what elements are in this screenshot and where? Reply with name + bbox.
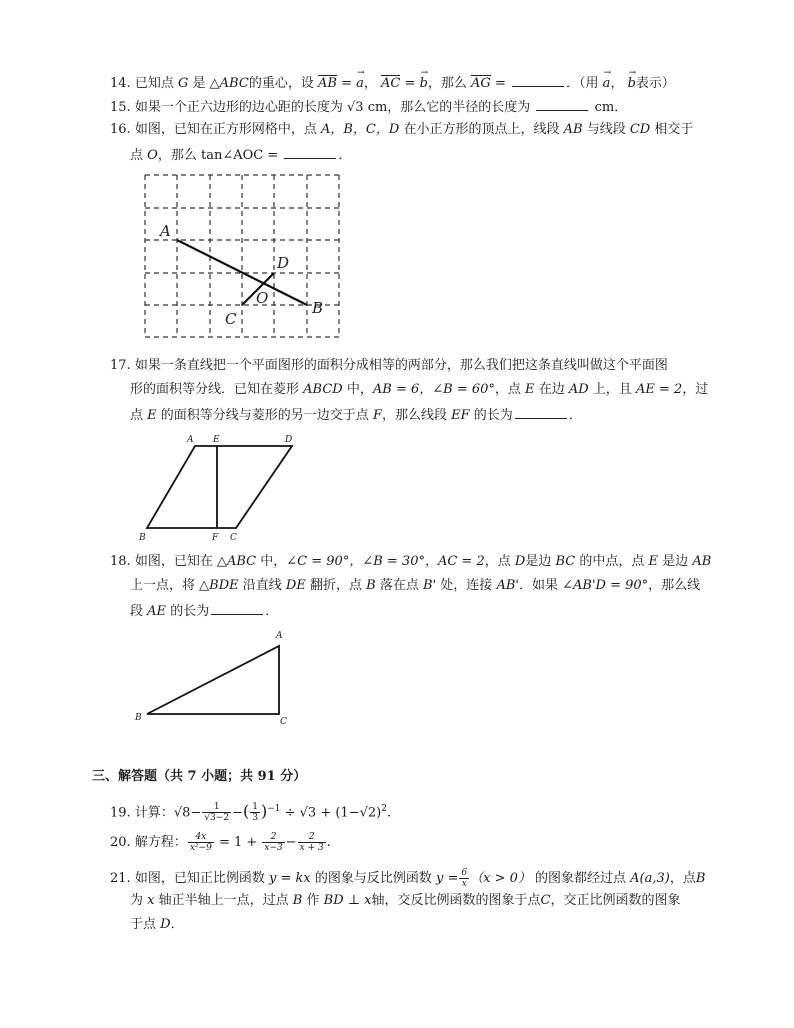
math: B: [366, 578, 376, 593]
unit: cm: [367, 100, 388, 115]
fraction: [250, 802, 260, 823]
text: 上一点，将: [130, 578, 196, 593]
text: 翻折，点: [309, 578, 362, 593]
question-21-line-3: [130, 916, 184, 934]
text: 的重心，设: [248, 76, 314, 91]
question-number: 21.: [110, 871, 131, 886]
vector-ab: AB: [317, 76, 337, 91]
point-label-a: A: [187, 435, 194, 445]
answer-blank[interactable]: [515, 405, 567, 419]
text: ，点: [494, 382, 521, 397]
text: 是边: [662, 554, 689, 569]
text: ．: [265, 604, 279, 619]
text: 上，且: [592, 382, 632, 397]
text: 的面积等分线与菱形的另一边交于点: [160, 408, 369, 423]
question-14: [110, 73, 675, 93]
text: 已知点: [134, 76, 174, 91]
text: 2: [262, 832, 284, 843]
math: B': [423, 578, 437, 593]
text: 沿直线: [242, 578, 282, 593]
text: 轴正半轴上一点，过点: [158, 893, 289, 908]
text: =: [341, 76, 352, 91]
text: ．: [568, 408, 582, 423]
exponent: −1: [267, 804, 281, 814]
text: 计算：: [134, 805, 174, 821]
text: 与线段: [586, 122, 626, 137]
math: B: [292, 893, 303, 908]
math: C: [540, 893, 551, 908]
math: AE = 2: [635, 382, 683, 397]
text: 落在点: [379, 578, 419, 593]
math: tan∠AOC =: [200, 148, 279, 163]
text: ，交正比例函数的图象: [550, 893, 681, 908]
answer-blank[interactable]: [211, 601, 263, 615]
text: 如图，已知在正方形网格中，点: [134, 122, 317, 137]
text: 的长为: [170, 604, 210, 619]
math: ∠AB'D = 90°: [562, 578, 649, 593]
text: −: [190, 805, 202, 821]
math: DE: [285, 578, 306, 593]
text: ．: [170, 917, 184, 932]
question-18-line-2: [130, 577, 700, 595]
text: 2: [298, 832, 326, 843]
math: EF: [451, 408, 470, 423]
fraction: [202, 802, 231, 823]
text: 于点: [130, 917, 157, 932]
point-label-o: O: [256, 289, 269, 307]
answer-blank[interactable]: [512, 73, 564, 87]
text: 1: [252, 802, 258, 813]
paren: ): [260, 801, 268, 821]
point-label-c: C: [230, 533, 237, 543]
exponent: 2: [381, 804, 387, 814]
paren: (: [242, 801, 250, 821]
question-20: [110, 832, 331, 853]
math: E: [648, 554, 659, 569]
math: AB': [496, 578, 519, 593]
text: ．（用: [566, 76, 599, 91]
rhombus-abcd: [147, 446, 292, 528]
math: ∠C = 90°，∠B = 30°，AC = 2: [286, 554, 485, 569]
text: 3: [252, 813, 258, 824]
text: =: [404, 76, 416, 91]
point-label-b: B: [139, 533, 146, 543]
question-16-line-2: [130, 145, 351, 165]
text: √3−2: [204, 813, 230, 824]
text: =: [494, 76, 506, 91]
question-19: [110, 800, 391, 823]
question-21: [110, 868, 705, 889]
math: △ABC: [209, 76, 249, 91]
point-label-c: C: [225, 310, 237, 328]
text: 解方程：: [134, 835, 187, 850]
math: O: [147, 148, 158, 163]
text: 6: [461, 868, 468, 878]
question-16: [110, 121, 693, 139]
text: ，点: [484, 554, 511, 569]
text: = 1 +: [218, 835, 258, 850]
text: 轴，交反比例函数的图象于点: [371, 893, 541, 908]
point-label-c: C: [280, 717, 287, 727]
math: x: [147, 893, 155, 908]
math: ABCD: [303, 382, 343, 397]
text: ，: [363, 76, 377, 91]
text: 如果一个正六边形的边心距的长度为: [134, 100, 343, 115]
point-label-d: D: [277, 254, 290, 272]
text: ，那么: [427, 76, 467, 91]
math: B: [695, 871, 706, 886]
text: 是: [192, 76, 206, 91]
point-label-e: E: [213, 435, 220, 445]
text: ，那么: [157, 148, 197, 163]
point-label-f: F: [212, 533, 219, 543]
fraction: [262, 832, 284, 853]
math: △BDE: [199, 578, 239, 593]
math: BC: [555, 554, 576, 569]
text: x: [461, 879, 467, 889]
answer-blank[interactable]: [536, 97, 588, 111]
text: 是边: [525, 554, 552, 569]
math: y =: [436, 871, 459, 886]
math: AB: [563, 122, 583, 137]
text: ，那么它的半径的长度为: [387, 100, 531, 115]
question-number: 17.: [110, 358, 131, 373]
answer-blank[interactable]: [284, 145, 336, 159]
math: A(a,3): [630, 871, 670, 886]
vector-ac: AC: [381, 76, 401, 91]
question-number: 15.: [110, 100, 131, 115]
math: CD: [629, 122, 651, 137]
math: AB = 6，∠B = 60°: [372, 382, 495, 397]
text: 点: [130, 408, 144, 423]
rhombus-figure: [135, 430, 305, 545]
text: 的图象都经过点: [535, 871, 627, 886]
text: ，那么线段: [381, 408, 447, 423]
question-number: 16.: [110, 122, 131, 137]
math: √3: [346, 100, 364, 115]
text: 的图象与反比例函数: [314, 871, 432, 886]
dashed-grid: [145, 175, 339, 337]
math: F: [372, 408, 382, 423]
text: x + 3: [299, 843, 324, 853]
text: 1: [202, 802, 231, 813]
point-label-d: D: [285, 435, 293, 445]
text: ，那么线: [648, 578, 701, 593]
text: 在小正方形的顶点上，线段: [403, 122, 560, 137]
text: .: [386, 805, 392, 821]
question-21-line-2: [130, 892, 680, 910]
text: ，过: [682, 382, 709, 397]
text: 中，: [260, 554, 287, 569]
text: 处，连接: [440, 578, 493, 593]
math: D: [514, 554, 526, 569]
vector-ag: AG: [471, 76, 491, 91]
point-label-b: B: [312, 299, 324, 317]
triangle-figure: [135, 628, 295, 728]
text: 4x: [188, 832, 214, 843]
grid-figure: [140, 170, 340, 345]
text: 如果一条直线把一个平面图形的面积分成相等的两部分，那么我们把这条直线叫做这个平面图: [134, 358, 668, 373]
vector-a: a →: [603, 75, 611, 93]
math: y = kx: [268, 871, 311, 886]
question-number: 19.: [110, 805, 131, 821]
section-title: 三、解答题（共 7 小题；共 91 分）: [92, 769, 307, 784]
point-label-a: A: [276, 631, 283, 641]
math: √8: [173, 805, 191, 821]
text: ，: [610, 76, 624, 91]
triangle-abc: [147, 646, 279, 714]
math: （x > 0）: [470, 871, 531, 886]
question-number: 14.: [110, 76, 131, 91]
math: E: [147, 408, 157, 423]
text: 如图，已知在: [134, 554, 213, 569]
math: G: [177, 76, 189, 91]
fraction: [459, 868, 469, 889]
math: AE: [147, 604, 167, 619]
math: E: [525, 382, 535, 397]
text: ．: [338, 148, 352, 163]
fraction: [298, 832, 326, 853]
math: △ABC: [216, 554, 257, 569]
text: 在边: [538, 382, 565, 397]
text: 形的面积等分线．已知在菱形: [130, 382, 300, 397]
text: ，点: [669, 871, 696, 886]
question-18-line-3: [130, 601, 278, 621]
text: .: [326, 835, 331, 850]
question-number: 20.: [110, 835, 131, 850]
math: ÷ √3 + (1−√2): [284, 805, 382, 821]
fraction: [188, 832, 214, 853]
question-number: 18.: [110, 554, 131, 569]
point-label-b: B: [135, 713, 142, 723]
text: −: [232, 805, 243, 821]
text: x²−9: [189, 843, 212, 853]
math: BD ⊥ x: [323, 893, 372, 908]
unit: cm．: [594, 100, 628, 115]
text: 段: [130, 604, 144, 619]
vector-a: a →: [356, 75, 364, 93]
math: AB: [692, 554, 712, 569]
text: 为: [130, 893, 144, 908]
question-17-line-3: [130, 405, 582, 425]
vector-b: b →: [420, 75, 428, 93]
text: 作: [306, 893, 320, 908]
math: A，B，C，D: [320, 122, 400, 137]
question-17-line-2: [130, 381, 708, 399]
text: 相交于: [654, 122, 694, 137]
text: 的长为: [473, 408, 513, 423]
question-15: [110, 97, 627, 117]
point-label-a: A: [160, 222, 171, 240]
text: 如图，已知正比例函数: [134, 871, 265, 886]
question-17: [110, 357, 668, 375]
text: −: [285, 835, 297, 850]
question-18: [110, 553, 711, 571]
text: 表示）: [635, 76, 675, 91]
math: D: [160, 917, 171, 932]
vector-b: b →: [628, 75, 636, 93]
text: 点: [130, 148, 144, 163]
text: ．如果: [518, 578, 558, 593]
text: x−3: [264, 843, 283, 853]
text: 中，: [346, 382, 373, 397]
math: AD: [568, 382, 589, 397]
text: 的中点，点: [579, 554, 645, 569]
